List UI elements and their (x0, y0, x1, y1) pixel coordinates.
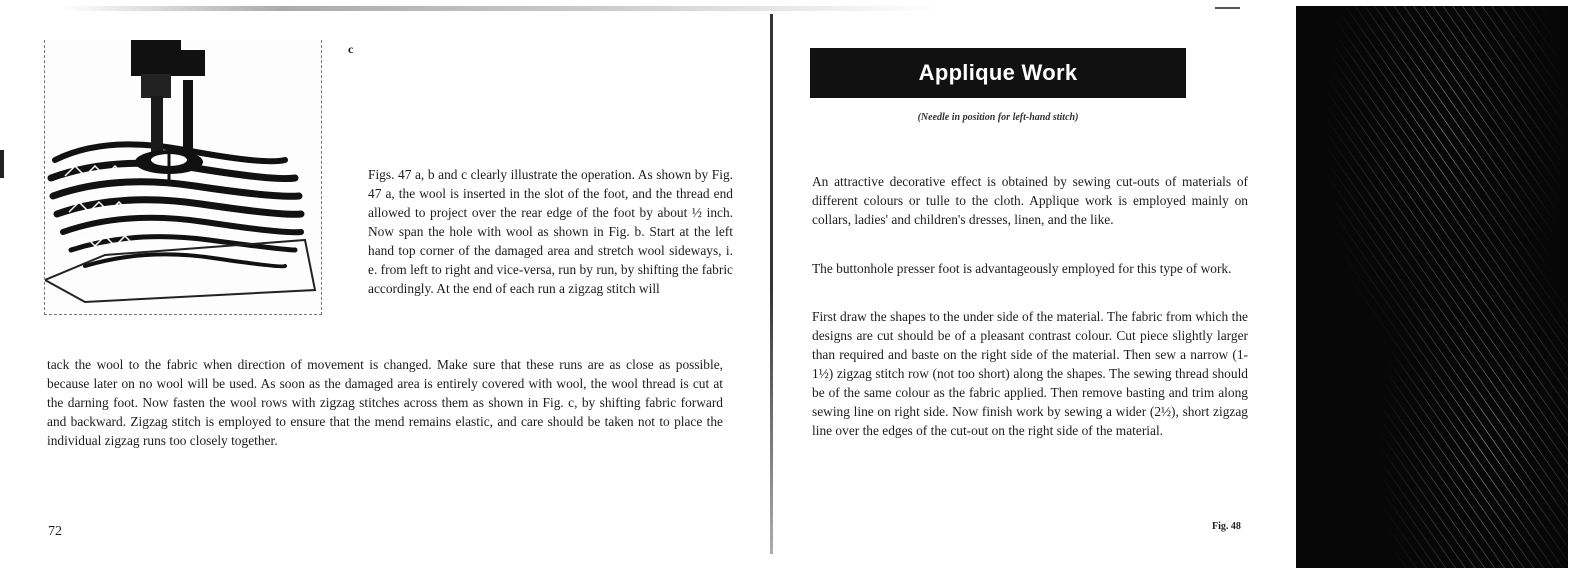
scan-top-edge (60, 6, 940, 11)
applique-paragraph-2: The buttonhole presser foot is advantageously employed for this type of work. (812, 261, 1232, 276)
applique-paragraph-1: An attractive decorative effect is obtained by sewing cut-outs of materials of different colours or tulle to the cloth. Applique work is employed mainly on collars, ladies' and children's dresses, linen, and the like. (812, 174, 1248, 227)
section-title: Applique Work (810, 48, 1186, 98)
darning-foot-illustration (45, 40, 321, 314)
left-column-text: Figs. 47 a, b and c clearly illustrate the operation. As shown by Fig. 47 a, the wool is inserted in the slot of the foot, and the thread end allowed to project over the rear edge of the foot by about ½ inch. Now span the hole with wool as shown in Fig. b. Start at the left hand top corner of the damaged area and stretch wool sideways, i. e. from left to right and vice-versa, run by run, by shifting the fabric accordingly. At the end of each run a zigzag stitch will (368, 167, 733, 296)
figure-letter-c: c (348, 42, 354, 56)
book-spine (770, 14, 773, 554)
applique-fabric-texture (1296, 6, 1568, 568)
needle-position-caption: (Needle in position for left-hand stitch) (917, 112, 1079, 123)
binding-edge-mark (0, 150, 4, 178)
figure-48-label: Fig. 48 (1212, 521, 1241, 532)
applique-paragraph-3: First draw the shapes to the under side of the material. The fabric from which the designs are cut should be of a pleasant contrast colour. Cut piece slightly larger than required and baste on the right side of the material. Then sew a narrow (1-1½) zigzag stitch row (not too short) along the shapes. The sewing thread should be of the same colour as the fabric applied. Then remove basting and trim along sewing line on right side. Now finish work by sewing a wider (2½), short zigzag line over the edges of the cut-out on the right side of the material. (812, 309, 1248, 438)
scan-top-edge-right (1215, 7, 1240, 9)
figure-48-photo (1296, 6, 1568, 568)
page-number: 72 (48, 524, 62, 539)
left-full-width-text: tack the wool to the fabric when direction of movement is changed. Make sure that these runs are as close as possible, because later on no wool will be used. As soon as the damaged area is entirely covered with wool, the wool thread is cut at the darning foot. Now fasten the wool rows with zigzag stitches across them as shown in Fig. c, by shifting fabric forward and backward. Zigzag stitch is employed to ensure that the mend remains elastic, and care should be taken not to place the individual zigzag runs too closely together. (47, 357, 723, 448)
figure-47-illustration (44, 40, 322, 315)
